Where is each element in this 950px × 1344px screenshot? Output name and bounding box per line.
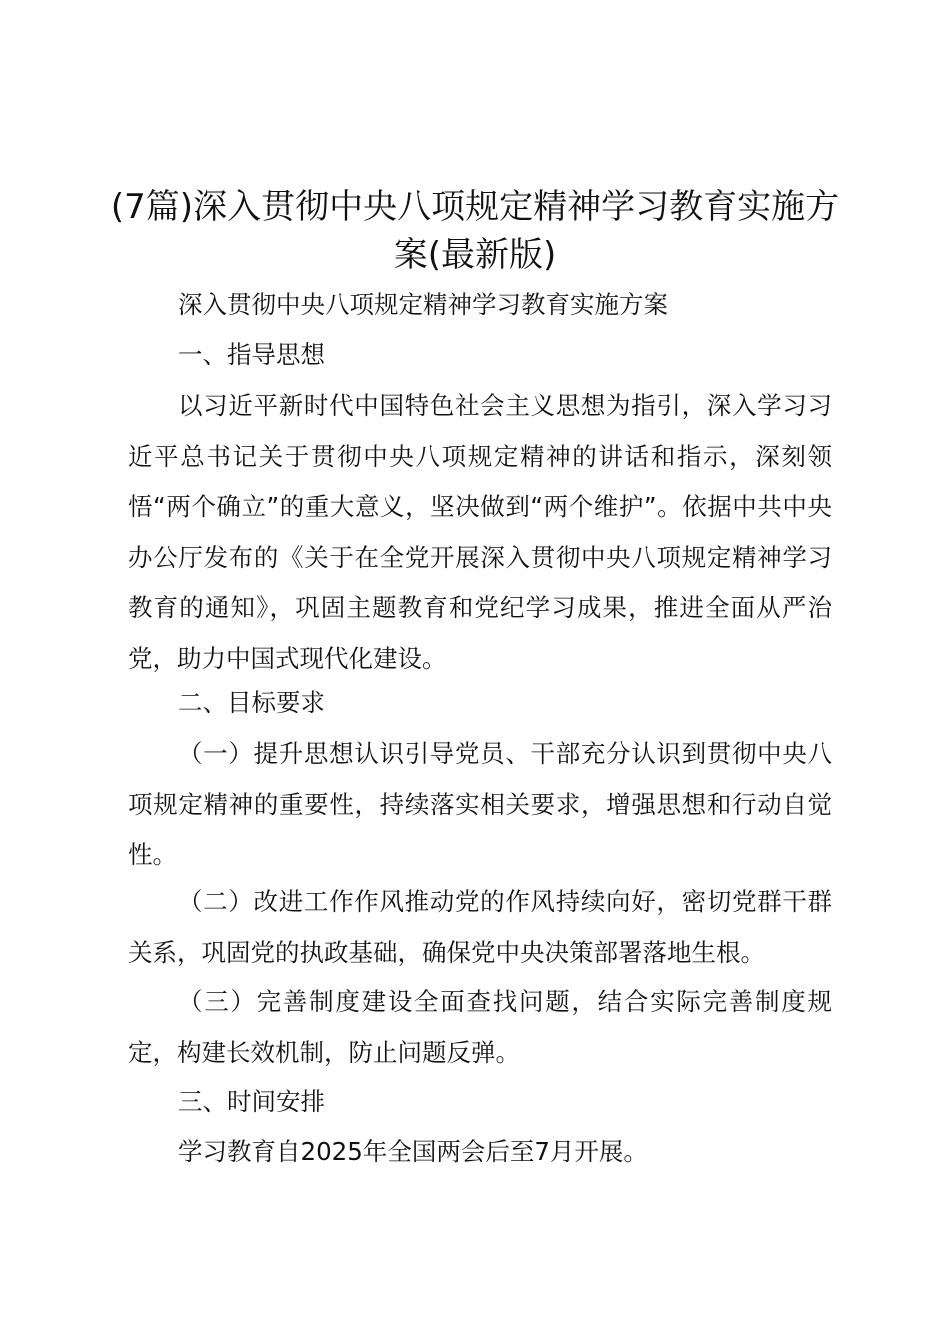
section-heading-guiding-ideology: 一、指导思想 [178, 340, 325, 369]
section-heading-goals: 二、目标要求 [178, 688, 325, 717]
document-title: (7篇)深入贯彻中央八项规定精神学习教育实施方案(最新版) [110, 187, 840, 275]
section-heading-schedule: 三、时间安排 [178, 1087, 325, 1116]
subtitle: 深入贯彻中央八项规定精神学习教育实施方案 [178, 290, 668, 319]
guiding-ideology-paragraph: 以习近平新时代中国特色社会主义思想为指引，深入学习习近平总书记关于贯彻中央八项规定精神的讲话和指示，深刻领悟“两个确立”的重大意义，坚决做到“两个维护”。依据中共中央办公厅发布的《关于在全党开展深入贯彻中央八项规定精神学习教育的通知》，巩固主题教育和党纪学习成果，推进全面从严治党，助力中国式现代化建设。 [128, 391, 832, 673]
goal-paragraph-2: （二）改进工作作风推动党的作风持续向好，密切党群干群关系，巩固党的执政基础，确保党中央决策部署落地生根。 [128, 887, 832, 967]
goal-paragraph-3: （三）完善制度建设全面查找问题，结合实际完善制度规定，构建长效机制，防止问题反弹。 [128, 987, 832, 1067]
schedule-paragraph: 学习教育自2025年全国两会后至7月开展。 [178, 1137, 648, 1166]
goal-paragraph-1: （一）提升思想认识引导党员、干部充分认识到贯彻中央八项规定精神的重要性，持续落实相关要求，增强思想和行动自觉性。 [128, 739, 832, 870]
